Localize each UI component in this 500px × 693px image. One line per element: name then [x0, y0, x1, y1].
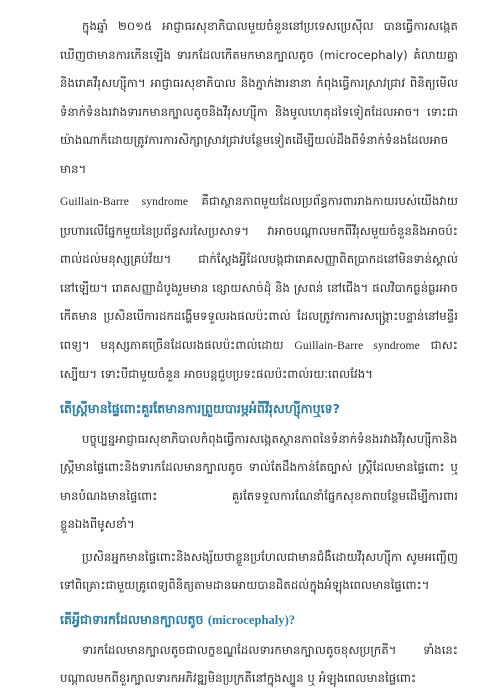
gbs-text: គឺជាស្ថានភាពមួយដែលប្រព័ន្ធការពាររាងកាយរបស់យើងវាយប្រហារលើផ្នែកមួយនៃប្រព័ន្ធសរសៃប្រសាទ។ វាអាចបណ្តាលមកពីវីរុសមួយចំនួននិងអាចប៉ះពាល់ដល់មនុស្សគ្រប់វ័យ។ ជាក់ស្តែងអ្វីដែលបង្កជារោគសញ្ញាពិតប្រាកដនៅមិនទាន់ស្គាល់នៅឡើយ។ រោគសញ្ញាដំបូងរួមមាន ខ្សោយសាច់ដុំ និង ស្រពន់ នៅជើង។ ផលវិបាកធ្ងន់ធ្ងរអាចកើតមាន ប្រសិនបើការដកដង្ហើមទទួលរងផលប៉ះពាល់ ដែលត្រូវការការសង្គ្រោះបន្ទាន់នៅមន្ទីរពេទ្យ។ មនុស្សភាគច្រើនដែលរងផលប៉ះពាល់ដោយ — [60, 194, 458, 352]
paragraph-consult-doctor: ប្រសិនអ្នកមានផ្ទៃពោះនិងសង្ស័យថាខ្លួនប្រហែលជាមានជំងឺដោយវីរុសហ្ស៊ីកា សូមអញ្ជើញទៅពិគ្រោះជាមួយគ្រូពេទ្យពិនិត្យតាមដានអោយបានដិតដល់ក្នុងអំឡុងពេលមានផ្ទៃពោះ។ — [60, 549, 458, 592]
paragraph-zika-brazil: ក្នុងឆ្នាំ ២០១៥ អាជ្ញាធរសុខាភិបាលមួយចំនួននៅប្រទេសប្រេស៊ីល បានធ្វើការសង្កេត ឃើញថាមានការកើនឡើង ទារកដែលកើតមកមានក្បាលតូច (microcephaly) គំលាយគ្នានិងរោគវីរុសហ្ស៊ីកា។ អាជ្ញាធរសុខាភិបាល និងភ្នាក់ងារនានា កំពុងធ្វើការស្រាវជ្រាវ ពិនិត្យមើលទំនាក់ទំនងរវាងទារកមានក្បាលតូចនិងវីរុសហ្ស៊ីកា និងមូលហេតុដទៃទៀតដែលអាច។ ទោះជាយ៉ាងណាក៏ដោយត្រូវការការសិក្សាស្រាវជ្រាវបន្ថែមទៀតដើម្បីយល់ដឹងពីទំនាក់ទំនងដែលអាចមាន។ — [60, 19, 458, 176]
term-guillain-barre-2: Guillain-Barre syndrome — [294, 338, 420, 352]
term-guillain-barre: Guillain-Barre syndrome — [60, 195, 189, 208]
heading-microcephaly — [60, 606, 458, 634]
gbs-text-end: ជាសះស្បើយ។ ទោះបីជាមួយចំនួន អាចបន្តជួបប្រទះផលប៉ះពាល់រយៈពេលវែង។ — [60, 337, 458, 381]
paragraph-guillain-barre — [60, 187, 458, 389]
paragraph-pregnancy-advice: បច្ចុប្បន្នអាជ្ញាធរសុខាភិបាលកំពុងធ្វើការសង្កេតស្ថានភាពនៃទំនាក់ទំនងរវាងវីរុសហ្ស៊ីកានិងស្ត្រីមានផ្ទៃពោះនិងទារកដែលមានក្បាលតូច ទាល់តែដឹងកាន់តែច្បាស់ ស្ត្រីដែលមានផ្ទៃពោះ ឬមានបំណងមានផ្ទៃពោះ គួរតែទទួលការណែនាំផ្នែកសុខភាពបន្ថែមដើម្បីការពារខ្លួនឯងពីមូសខាំ។ — [60, 431, 458, 531]
heading-microcephaly-khmer: តើអ្វីជាទារកដែលមានក្បាលតូច — [60, 611, 204, 627]
heading-microcephaly-latin: (microcephaly)? — [207, 612, 296, 627]
heading-pregnant-women-concern: តើស្ត្រីមានផ្ទៃពោះគួរតែមានការព្រួយបារម្ភអំពីវីរុសហ្ស៊ីកាឬទេ? — [60, 400, 340, 416]
paragraph-microcephaly-definition: ទារកដែលមានក្បាលតូចជាលក្ខខណ្ឌដែលទារកមានក្បាលតូចខុសប្រក្រតី។ ទាំងនេះបណ្តាលមកពីខួរក្បាលទារកអភិវឌ្ឍមិនប្រក្រតីនៅក្នុងស្បូន ឬ អំឡុងពេលមានផ្ទៃពោះ — [60, 642, 458, 685]
